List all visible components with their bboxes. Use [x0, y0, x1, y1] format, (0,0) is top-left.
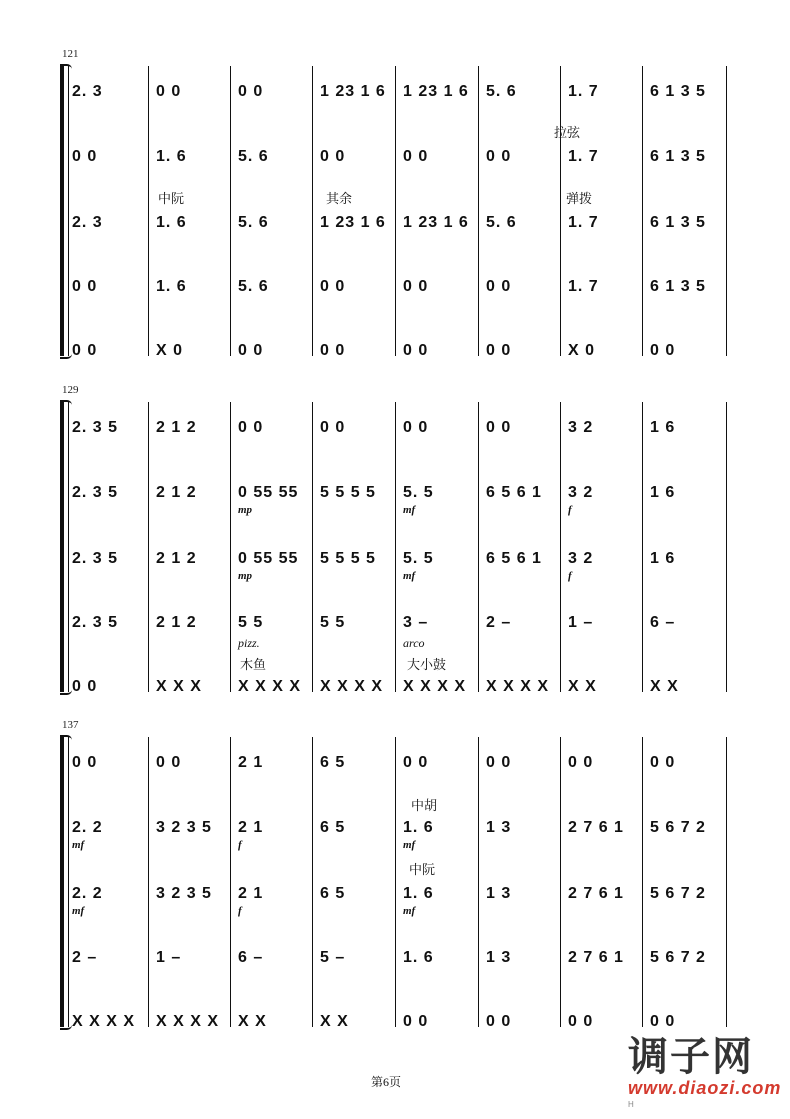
- measure-number: 137: [62, 719, 79, 731]
- measure-notes: 3 2 3 5: [156, 819, 212, 836]
- measure-notes: 2 1 2: [156, 614, 197, 631]
- measure-notes: 2 –: [72, 949, 98, 966]
- measure-notes: 6 5: [320, 754, 346, 771]
- score-system: [60, 733, 732, 1029]
- part-row: [60, 77, 732, 107]
- bracket-cap-top: [60, 400, 72, 405]
- part-row: [60, 413, 732, 443]
- measure-notes: 0 0: [320, 148, 346, 165]
- measure-notes: 5 –: [320, 949, 346, 966]
- measure-notes: 0 0: [568, 754, 594, 771]
- instrument-annotation: 木鱼: [240, 657, 267, 672]
- instrument-annotation: 中胡: [411, 798, 438, 813]
- measure-notes: 0 0: [568, 1013, 594, 1030]
- part-row: [60, 608, 732, 638]
- measure-notes: X X X X: [486, 678, 550, 695]
- measure-notes: 5. 6: [486, 83, 517, 100]
- measure-notes: 2 1 2: [156, 484, 197, 501]
- score-system: [60, 62, 732, 358]
- measure-notes: 6 5: [320, 819, 346, 836]
- measure-notes: 0 0: [650, 1013, 676, 1030]
- part-row: [60, 336, 732, 366]
- measure-notes: 0 0: [320, 342, 346, 359]
- measure-notes: 2. 2: [72, 885, 103, 902]
- footer-small-mark: H: [628, 1100, 634, 1109]
- measure-notes: X X: [320, 1013, 349, 1030]
- measure-notes: 2. 3 5: [72, 419, 119, 436]
- measure-notes: 2. 2: [72, 819, 103, 836]
- measure-notes: 0 0: [156, 754, 182, 771]
- measure-notes: 5 6 7 2: [650, 949, 706, 966]
- dynamic-marking: f: [238, 905, 242, 917]
- measure-notes: 0 0: [650, 754, 676, 771]
- measure-notes: 0 0: [486, 342, 512, 359]
- measure-notes: 1. 6: [403, 885, 434, 902]
- measure-notes: X X: [650, 678, 679, 695]
- measure-notes: 6 5: [320, 885, 346, 902]
- measure-notes: 2 7 6 1: [568, 885, 624, 902]
- measure-notes: 0 0: [238, 342, 264, 359]
- measure-number: 121: [62, 48, 79, 60]
- part-row: [60, 478, 732, 508]
- measure-notes: 5. 5: [403, 550, 434, 567]
- dynamic-marking: mf: [72, 905, 85, 917]
- dynamic-marking: f: [568, 504, 572, 516]
- measure-notes: X 0: [568, 342, 596, 359]
- part-row: [60, 748, 732, 778]
- measure-notes: 1 23 1 6: [320, 83, 386, 100]
- bracket-cap-top: [60, 64, 72, 69]
- measure-notes: 0 0: [403, 148, 429, 165]
- measure-notes: 5. 6: [238, 214, 269, 231]
- measure-notes: 2 1 2: [156, 419, 197, 436]
- measure-notes: 0 0: [486, 148, 512, 165]
- measure-notes: 1 –: [156, 949, 182, 966]
- measure-notes: 3 –: [403, 614, 429, 631]
- measure-notes: 5 5: [238, 614, 264, 631]
- measure-notes: 0 0: [72, 678, 98, 695]
- measure-notes: 1. 7: [568, 214, 599, 231]
- measure-notes: 1 6: [650, 550, 676, 567]
- measure-notes: 1. 7: [568, 148, 599, 165]
- part-row: [60, 943, 732, 973]
- measure-number: 129: [62, 384, 79, 396]
- measure-notes: 0 0: [238, 83, 264, 100]
- measure-notes: 3 2: [568, 484, 594, 501]
- measure-notes: 0 0: [403, 278, 429, 295]
- measure-notes: 1 3: [486, 885, 512, 902]
- measure-notes: 6 1 3 5: [650, 83, 706, 100]
- logo-chinese-text: 调子网: [628, 1034, 754, 1080]
- measure-notes: 1. 7: [568, 278, 599, 295]
- measure-notes: 6 1 3 5: [650, 278, 706, 295]
- part-row: [60, 142, 732, 172]
- part-row: [60, 544, 732, 574]
- site-logo[interactable]: [628, 1025, 781, 1099]
- dynamic-marking: mp: [238, 570, 253, 582]
- measure-notes: 5 5: [320, 614, 346, 631]
- measure-notes: 5. 6: [238, 148, 269, 165]
- measure-notes: 2 1 2: [156, 550, 197, 567]
- measure-notes: 1. 7: [568, 83, 599, 100]
- measure-notes: 1. 6: [156, 214, 187, 231]
- measure-notes: 5. 5: [403, 484, 434, 501]
- measure-notes: 2. 3 5: [72, 614, 119, 631]
- measure-notes: 1 23 1 6: [403, 83, 469, 100]
- instrument-annotation: 弹拨: [566, 191, 593, 206]
- measure-notes: 0 0: [156, 83, 182, 100]
- measure-notes: 3 2 3 5: [156, 885, 212, 902]
- measure-notes: 1. 6: [403, 949, 434, 966]
- measure-notes: 0 0: [72, 278, 98, 295]
- measure-notes: 0 0: [72, 342, 98, 359]
- instrument-annotation: pizz.: [238, 636, 260, 650]
- measure-notes: 1 6: [650, 419, 676, 436]
- measure-notes: 5 5 5 5: [320, 550, 376, 567]
- measure-notes: 1. 6: [403, 819, 434, 836]
- instrument-annotation: arco: [403, 636, 425, 650]
- measure-notes: 2 1: [238, 819, 264, 836]
- measure-notes: 0 0: [486, 419, 512, 436]
- instrument-annotation: 中阮: [409, 862, 436, 877]
- measure-notes: 6 1 3 5: [650, 214, 706, 231]
- measure-notes: 2. 3 5: [72, 484, 119, 501]
- part-row: [60, 672, 732, 702]
- measure-notes: 1. 6: [156, 278, 187, 295]
- measure-notes: 6 5 6 1: [486, 550, 542, 567]
- measure-notes: 0 0: [403, 754, 429, 771]
- measure-notes: 2. 3 5: [72, 550, 119, 567]
- measure-notes: 1 3: [486, 949, 512, 966]
- measure-notes: 2 7 6 1: [568, 819, 624, 836]
- dynamic-marking: mf: [72, 839, 85, 851]
- measure-notes: X 0: [156, 342, 184, 359]
- measure-notes: 0 0: [320, 278, 346, 295]
- measure-notes: 2. 3: [72, 83, 103, 100]
- part-row: [60, 208, 732, 238]
- measure-notes: 0 0: [320, 419, 346, 436]
- instrument-annotation: 其余: [326, 191, 353, 206]
- page-number: 第6页: [371, 1075, 402, 1089]
- measure-notes: 2 1: [238, 754, 264, 771]
- dynamic-marking: mf: [403, 905, 416, 917]
- measure-notes: 0 0: [486, 1013, 512, 1030]
- measure-notes: X X: [238, 1013, 267, 1030]
- measure-notes: 0 0: [403, 419, 429, 436]
- measure-notes: 3 2: [568, 550, 594, 567]
- measure-notes: X X X X: [320, 678, 384, 695]
- measure-notes: 0 0: [72, 754, 98, 771]
- measure-notes: 6 –: [238, 949, 264, 966]
- measure-notes: 1 –: [568, 614, 594, 631]
- measure-notes: 5. 6: [486, 214, 517, 231]
- measure-notes: X X X X: [156, 1013, 220, 1030]
- instrument-annotation: 大小鼓: [407, 657, 447, 672]
- score-system: [60, 398, 732, 694]
- measure-notes: 6 –: [650, 614, 676, 631]
- dynamic-marking: mf: [403, 504, 416, 516]
- dynamic-marking: mp: [238, 504, 253, 516]
- measure-notes: 2 –: [486, 614, 512, 631]
- measure-notes: 0 0: [403, 342, 429, 359]
- measure-notes: 1. 6: [156, 148, 187, 165]
- measure-notes: 5 5 5 5: [320, 484, 376, 501]
- measure-notes: 1 6: [650, 484, 676, 501]
- dynamic-marking: mf: [403, 839, 416, 851]
- measure-notes: 1 23 1 6: [403, 214, 469, 231]
- bracket-cap-top: [60, 735, 72, 740]
- measure-notes: 0 0: [403, 1013, 429, 1030]
- part-row: [60, 272, 732, 302]
- measure-notes: 0 55 55: [238, 484, 299, 501]
- dynamic-marking: f: [568, 570, 572, 582]
- measure-notes: X X X X: [72, 1013, 136, 1030]
- measure-notes: X X X X: [403, 678, 467, 695]
- measure-notes: 0 0: [650, 342, 676, 359]
- measure-notes: X X X: [156, 678, 202, 695]
- logo-url-text: www.diaozi.com: [628, 1078, 782, 1098]
- measure-notes: 5. 6: [238, 278, 269, 295]
- measure-notes: 0 55 55: [238, 550, 299, 567]
- measure-notes: 3 2: [568, 419, 594, 436]
- dynamic-marking: f: [238, 839, 242, 851]
- part-row: [60, 879, 732, 909]
- measure-notes: 5 6 7 2: [650, 819, 706, 836]
- measure-notes: 6 1 3 5: [650, 148, 706, 165]
- measure-notes: 0 0: [486, 278, 512, 295]
- dynamic-marking: mf: [403, 570, 416, 582]
- measure-notes: 0 0: [238, 419, 264, 436]
- measure-notes: 1 3: [486, 819, 512, 836]
- measure-notes: 6 5 6 1: [486, 484, 542, 501]
- measure-notes: X X: [568, 678, 597, 695]
- measure-notes: X X X X: [238, 678, 302, 695]
- measure-notes: 5 6 7 2: [650, 885, 706, 902]
- measure-notes: 1 23 1 6: [320, 214, 386, 231]
- measure-notes: 2 7 6 1: [568, 949, 624, 966]
- measure-notes: 2. 3: [72, 214, 103, 231]
- instrument-annotation: 中阮: [158, 191, 185, 206]
- instrument-annotation: 拉弦: [554, 125, 581, 140]
- measure-notes: 2 1: [238, 885, 264, 902]
- part-row: [60, 813, 732, 843]
- measure-notes: 0 0: [72, 148, 98, 165]
- measure-notes: 0 0: [486, 754, 512, 771]
